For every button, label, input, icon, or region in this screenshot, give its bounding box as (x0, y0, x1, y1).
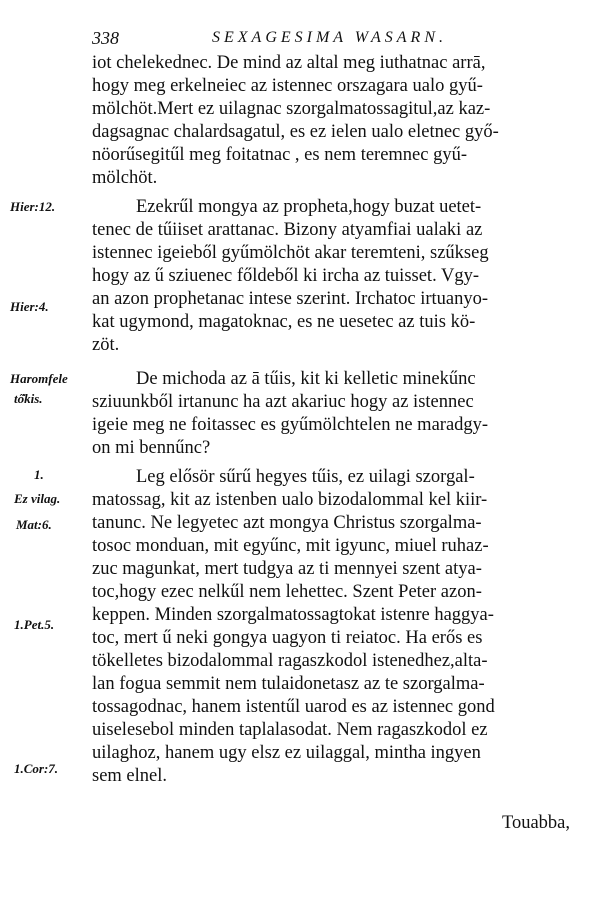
text-line: toc, mert ű neki gongya uagyon ti reiatoc. Ha erős es (92, 628, 483, 648)
text-line: hogy az ű sziuenec főldeből ki ircha az tuisset. Vgy- (92, 266, 480, 286)
catchword: Touabba, (501, 813, 570, 833)
text-line: nöorűsegitűl meg foitatnac , es nem teremnec gyű- (92, 145, 468, 165)
text-line: zuc magunkat, mert tudgya az ti mennyei szent atya- (92, 559, 482, 579)
text-line: tossagodnac, hanem istentűl uarod es az istennec gond (92, 697, 495, 717)
text-line: Ezekrűl mongya az propheta,hogy buzat uetet- (136, 197, 482, 217)
text-line: hogy meg erkelneiec az istennec orszagara ualo gyű- (92, 76, 483, 96)
text-line: matossag, kit az istenben ualo bizodalommal kel kiir- (92, 490, 488, 510)
text-line: De michoda az ā tűis, kit ki kelletic minekűnc (136, 369, 476, 389)
margin-note: Ez vilag. (14, 491, 61, 506)
page-header (92, 28, 562, 50)
text-line: sem elnel. (92, 766, 168, 786)
text-line: uiselesebol minden taplalasodat. Nem ragaszkodol ez (92, 720, 488, 740)
text-line: dagsagnac chalardsagatul, es ez ielen ualo eletnec győ- (92, 122, 499, 142)
text-line: tenec de tűiiset arattanac. Bizony atyamfiai ualaki az (92, 220, 483, 240)
text-line: on mi bennűnc? (92, 438, 211, 458)
margin-note: tő̈̈̈̈̈kis. (14, 391, 43, 406)
margin-note: Haromfele (10, 371, 68, 386)
text-line: tosoc monduan, mit egyűnc, mit igyunc, miuel ruhaz- (92, 536, 489, 556)
text-line: sziuunkből irtanunc ha azt akariuc hogy az istennec (92, 392, 474, 412)
text-line: keppen. Minden szorgalmatossagtokat istenre haggya- (92, 605, 494, 625)
running-title: SEXAGESIMA WASARN. (212, 29, 447, 46)
text-line: tökelletes bizodalommal ragaszkodol istenedhez,alta- (92, 651, 488, 671)
text-line: an azon prophetanac intese szerint. Irchatoc irtuanyo- (92, 289, 489, 309)
text-line: tanunc. Ne legyetec azt mongya Christus szorgalma- (92, 513, 482, 533)
text-line: mölchöt. (92, 168, 158, 188)
margin-note: 1.Cor:7. (14, 761, 59, 776)
text-line: igeie meg ne foitassec es gyűmölchtelen ne maradgy- (92, 415, 489, 435)
text-line: lan fogua semmit nem tulaidonetasz az te szorgalma- (92, 674, 485, 694)
text-line: uilaghoz, hanem ugy elsz ez uilaggal, mintha ingyen (92, 743, 481, 763)
text-line: zöt. (92, 335, 120, 355)
text-line: istennec igeieből gyűmölchöt akar teremteni, szűkseg (92, 243, 489, 263)
margin-note: Hier:4. (10, 299, 49, 314)
text-line: Leg elősör sűrű hegyes tűis, ez uilagi szorgal- (136, 467, 475, 487)
text-line: toc,hogy ezec nelkűl nem lehettec. Szent Peter azon- (92, 582, 482, 602)
text-line: mölchöt.Mert ez uilagnac szorgalmatossagitul,az kaz- (92, 99, 491, 119)
text-line: iot chelekednec. De mind az altal meg iuthatnac arrā, (92, 53, 486, 73)
text-line: kat ugymond, magatoknac, es ne uesetec az tuis kö- (92, 312, 476, 332)
margin-note: 1.Pet.5. (14, 617, 55, 632)
page-number: 338 (92, 28, 119, 48)
margin-note: 1. (34, 467, 44, 482)
margin-note: Hier:12. (10, 199, 56, 214)
margin-note: Mat:6. (16, 517, 52, 532)
